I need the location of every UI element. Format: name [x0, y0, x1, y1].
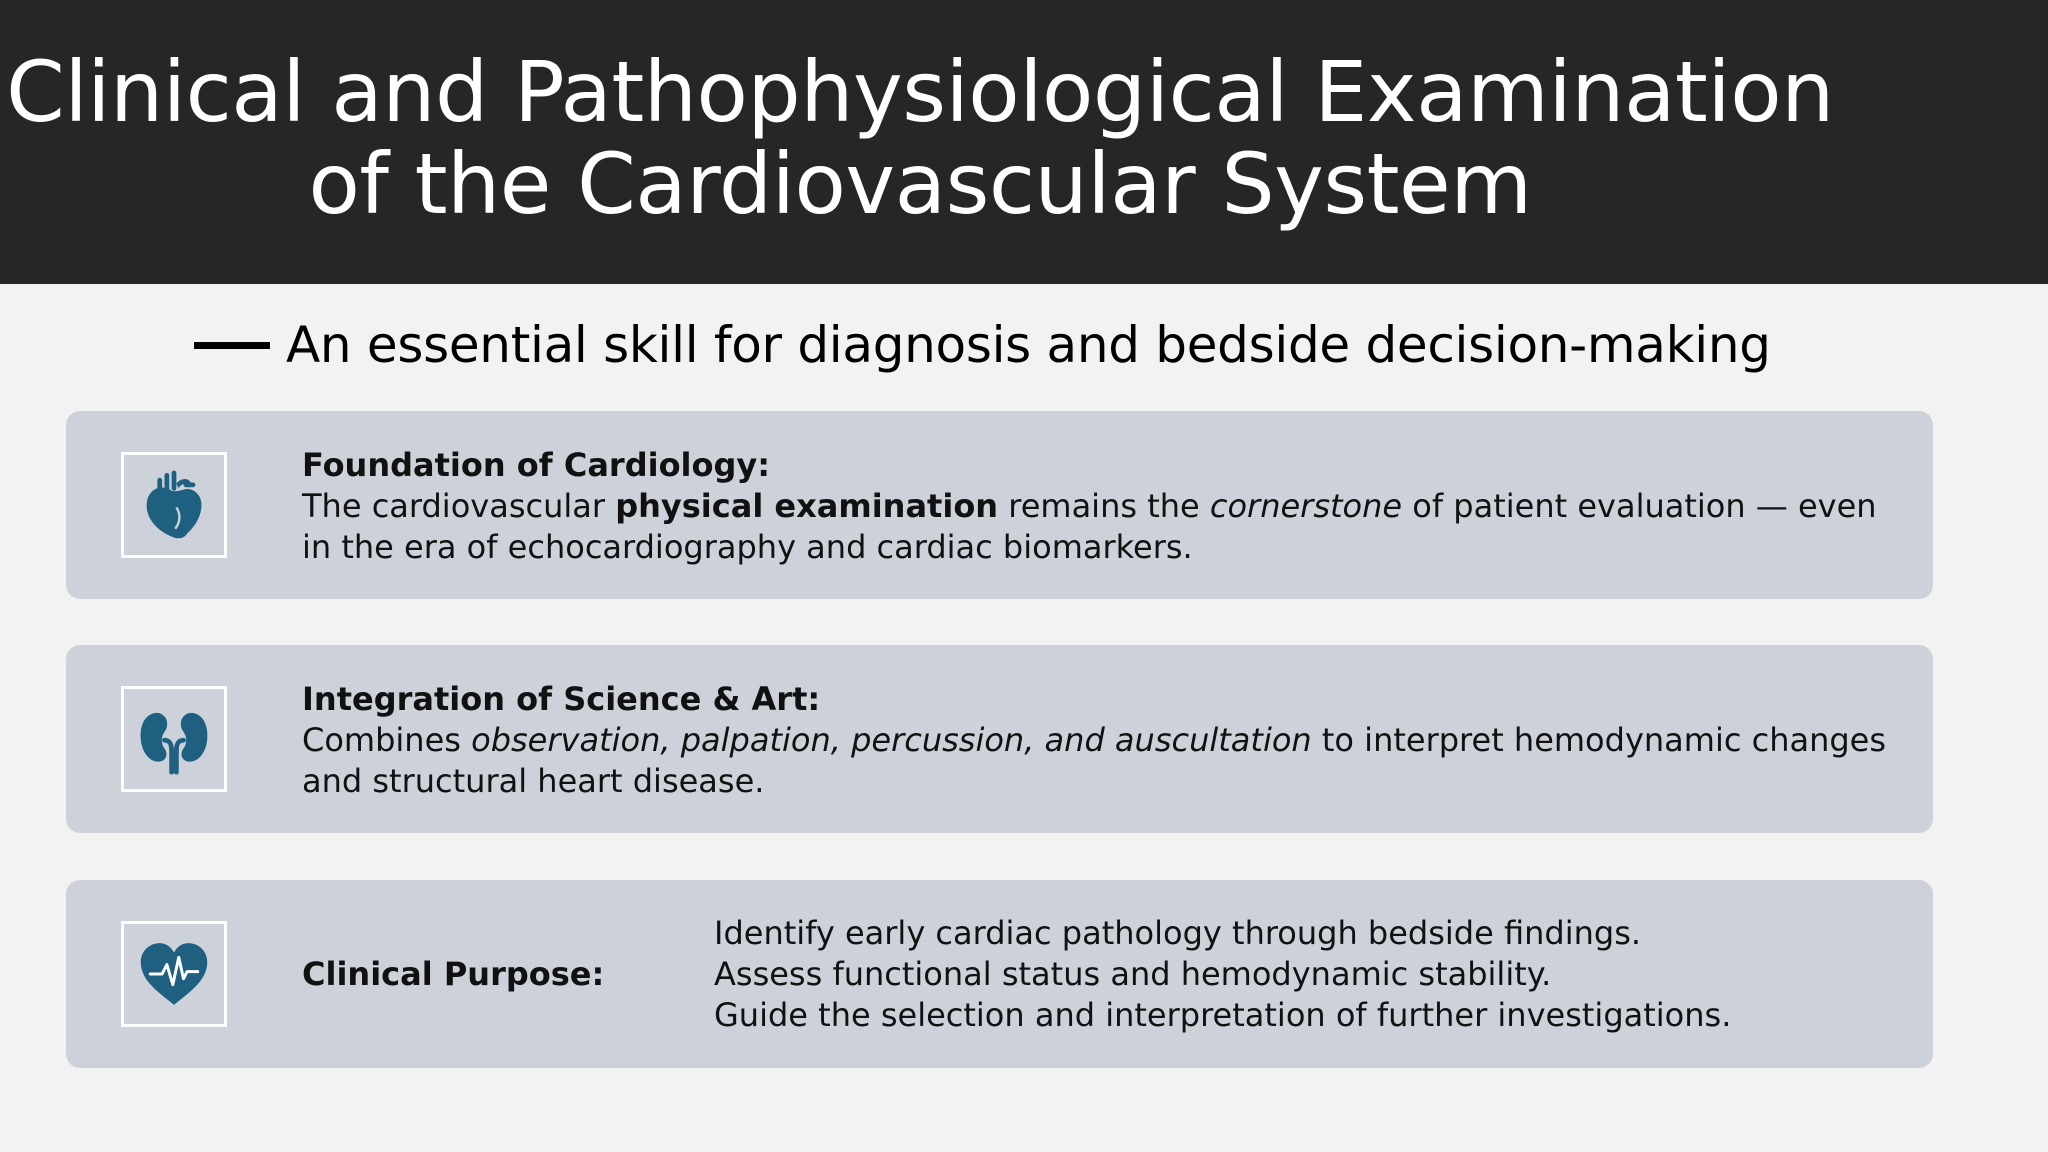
- card-text: [302, 487, 1877, 566]
- card-integration-body: [302, 679, 1902, 802]
- title-band: [0, 0, 2048, 284]
- card-foundation-body: [302, 445, 1902, 568]
- card-heading: Foundation of Cardiology:: [302, 446, 771, 484]
- text-segment: Combines: [302, 721, 472, 759]
- card-heading: Integration of Science & Art:: [302, 680, 821, 718]
- card-foundation: [66, 411, 1933, 599]
- card-text: [302, 721, 1886, 800]
- italic-segment: observation, palpation, percussion, and auscultation: [471, 721, 1312, 759]
- text-segment: of patient evaluation — even in the era of echocardiography and cardiac biomarkers.: [302, 487, 1877, 566]
- kidneys-icon: [121, 686, 227, 792]
- list-item: Guide the selection and interpretation of further investigations.: [714, 996, 1732, 1034]
- subtitle-row: [194, 310, 1771, 380]
- slide-title: Clinical and Pathophysiological Examination of the Cardiovascular System: [6, 43, 1834, 233]
- purpose-list: [714, 913, 1864, 1036]
- card-purpose: [66, 880, 1933, 1068]
- subtitle: An essential skill for diagnosis and bedside decision-making: [286, 316, 1771, 374]
- list-item: Identify early cardiac pathology through bedside findings.: [714, 914, 1642, 952]
- card-integration: [66, 645, 1933, 833]
- heart-anatomical-icon: [121, 452, 227, 558]
- italic-segment: cornerstone: [1209, 487, 1403, 525]
- heart-pulse-icon: [121, 921, 227, 1027]
- text-segment: remains the: [998, 487, 1210, 525]
- text-segment: to interpret hemodynamic changes and structural heart disease.: [302, 721, 1887, 800]
- card-heading: Clinical Purpose:: [302, 955, 605, 993]
- bold-segment: physical examination: [615, 487, 999, 525]
- list-item: Assess functional status and hemodynamic stability.: [714, 955, 1552, 993]
- text-segment: The cardiovascular: [302, 487, 616, 525]
- subtitle-dash: [194, 342, 270, 349]
